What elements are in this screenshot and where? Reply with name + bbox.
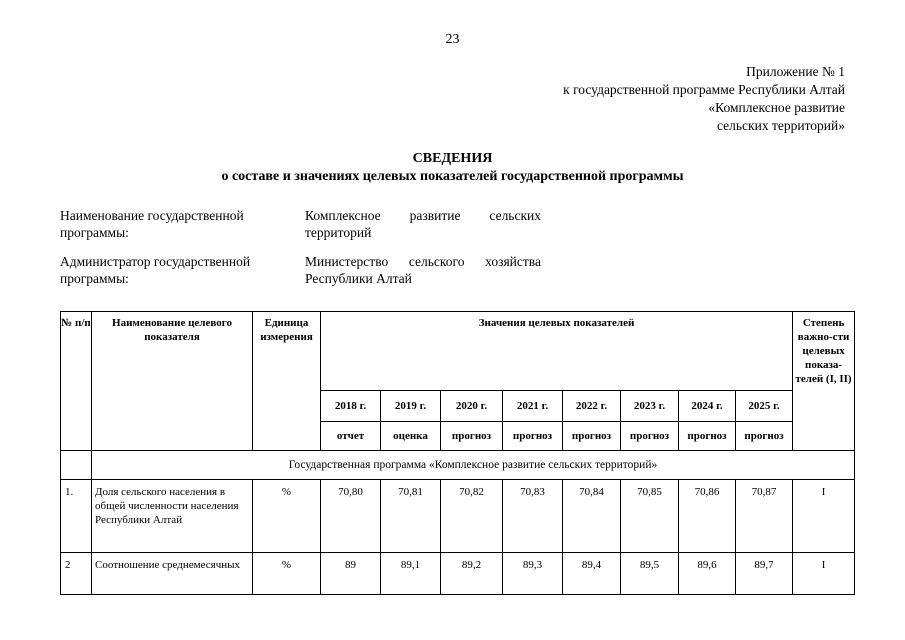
row-importance: I xyxy=(793,553,855,595)
table-row xyxy=(61,553,855,595)
title-main: СВЕДЕНИЯ xyxy=(412,151,493,166)
row-value: 70,83 xyxy=(503,480,563,553)
row-value: 89,5 xyxy=(621,553,679,595)
title-sub: о составе и значениях целевых показателей государственной программы xyxy=(221,169,684,184)
header-unit: Единица измерения xyxy=(253,312,321,451)
year-header: 2022 г. xyxy=(563,391,621,422)
header-num: № п/п xyxy=(61,312,92,451)
status-header: прогноз xyxy=(563,422,621,451)
status-header: прогноз xyxy=(679,422,736,451)
appendix-line: Приложение № 1 xyxy=(746,64,845,79)
year-header: 2020 г. xyxy=(441,391,503,422)
label-line: Наименование государственной xyxy=(60,208,244,223)
status-header: прогноз xyxy=(441,422,503,451)
row-value: 70,87 xyxy=(736,480,793,553)
row-importance: I xyxy=(793,480,855,553)
year-header: 2018 г. xyxy=(321,391,381,422)
year-header: 2024 г. xyxy=(679,391,736,422)
row-num: 1. xyxy=(61,480,92,553)
table-row xyxy=(61,480,855,553)
document-title xyxy=(0,150,905,186)
row-value: 70,84 xyxy=(563,480,621,553)
row-value: 70,86 xyxy=(679,480,736,553)
row-value: 70,80 xyxy=(321,480,381,553)
row-value: 70,81 xyxy=(381,480,441,553)
label-line: программы: xyxy=(60,271,129,286)
page-number: 23 xyxy=(445,32,460,47)
row-value: 89,1 xyxy=(381,553,441,595)
status-header: прогноз xyxy=(621,422,679,451)
row-unit: % xyxy=(253,480,321,553)
label-line: программы: xyxy=(60,225,129,240)
row-value: 89,2 xyxy=(441,553,503,595)
year-header: 2019 г. xyxy=(381,391,441,422)
row-value: 89,7 xyxy=(736,553,793,595)
appendix-header xyxy=(563,63,845,135)
row-value: 89,4 xyxy=(563,553,621,595)
administrator-label xyxy=(60,253,250,287)
appendix-line: «Комплексное развитие xyxy=(708,100,845,115)
status-header: отчет xyxy=(321,422,381,451)
row-unit: % xyxy=(253,553,321,595)
row-value: 70,85 xyxy=(621,480,679,553)
program-name-value: Комплексное развитие сельских территорий xyxy=(305,208,541,240)
row-value: 89,3 xyxy=(503,553,563,595)
indicators-table xyxy=(60,311,855,595)
status-header: прогноз xyxy=(736,422,793,451)
appendix-line: к государственной программе Республики Алтай xyxy=(563,82,845,97)
section-num-cell xyxy=(61,451,92,480)
year-header: 2023 г. xyxy=(621,391,679,422)
row-value: 89,6 xyxy=(679,553,736,595)
header-values: Значения целевых показателей xyxy=(321,312,793,391)
administrator-value: Министерство сельского хозяйства Республики Алтай xyxy=(305,254,541,286)
header-name: Наименование целевого показателя xyxy=(92,312,253,451)
label-line: Администратор государственной xyxy=(60,254,251,269)
header-importance: Степень важно-сти целевых показа-телей (I, II) xyxy=(793,312,855,451)
row-num: 2 xyxy=(61,553,92,595)
row-name: Соотношение среднемесячных xyxy=(92,553,253,595)
status-header: оценка xyxy=(381,422,441,451)
year-header: 2021 г. xyxy=(503,391,563,422)
status-header: прогноз xyxy=(503,422,563,451)
row-value: 89 xyxy=(321,553,381,595)
year-header: 2025 г. xyxy=(736,391,793,422)
program-name-label xyxy=(60,207,244,241)
row-value: 70,82 xyxy=(441,480,503,553)
section-title: Государственная программа «Комплексное развитие сельских территорий» xyxy=(92,451,855,480)
row-name: Доля сельского населения в общей численности населения Республики Алтай xyxy=(92,480,253,553)
appendix-line: сельских территорий» xyxy=(717,118,845,133)
